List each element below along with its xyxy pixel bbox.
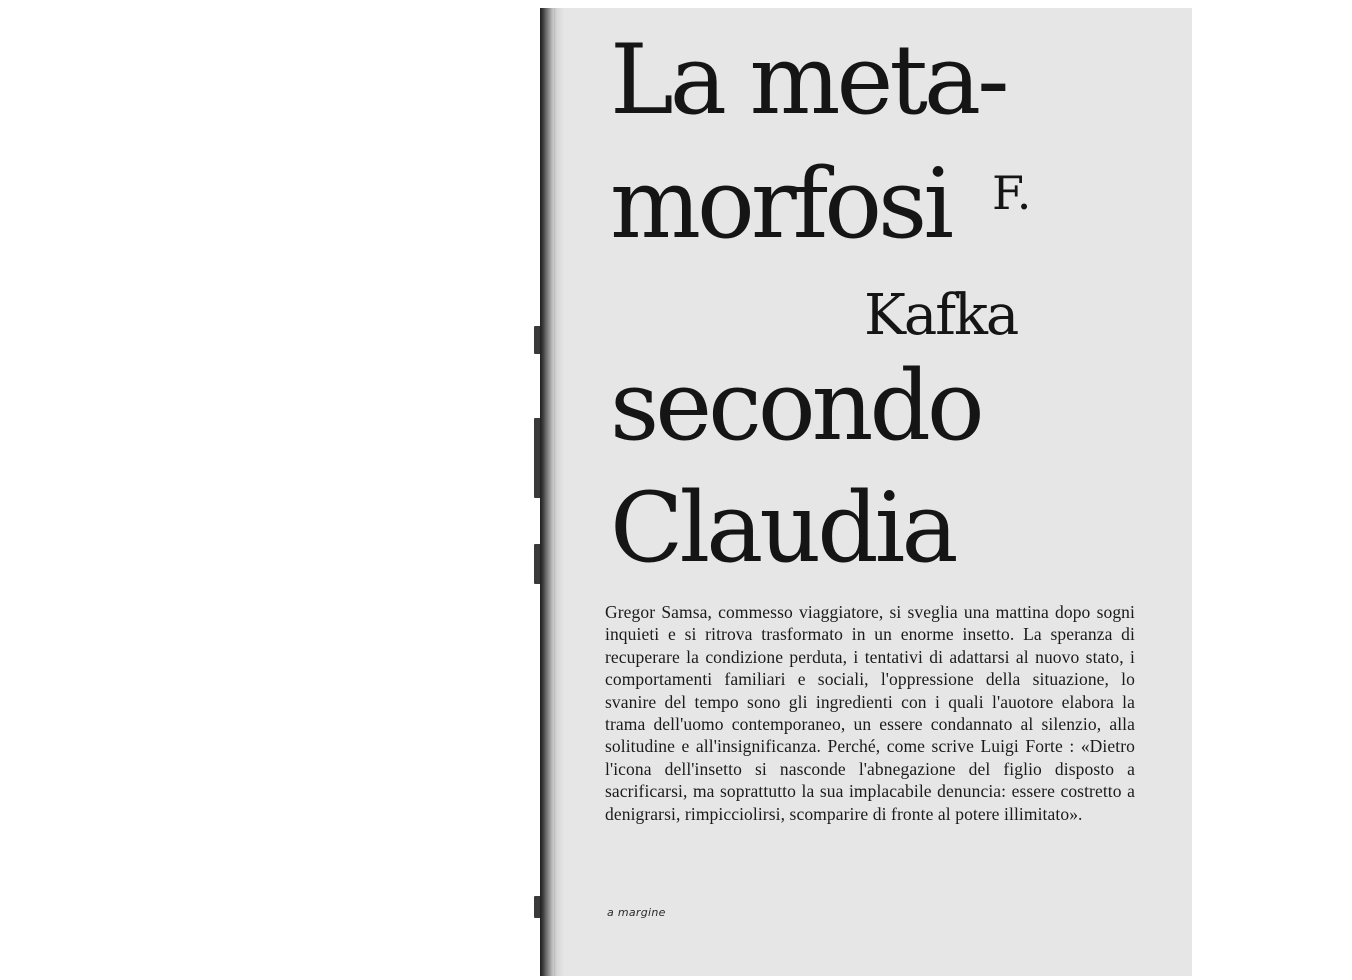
spine-detail (534, 544, 540, 584)
publisher-imprint: a margine (607, 906, 666, 919)
book-mockup (540, 8, 1192, 976)
title-line-4: Claudia (610, 472, 955, 584)
title-line-1: La meta- (610, 24, 1006, 136)
author-initial: F. (992, 166, 1032, 220)
author-surname: Kafka (864, 283, 1018, 348)
spine-detail (534, 326, 540, 354)
title-line-2: morfosi (610, 148, 951, 260)
book-cover (556, 8, 1192, 976)
spine-detail (534, 896, 540, 918)
cover-shadow (554, 8, 564, 976)
spine-detail (534, 418, 540, 498)
title-line-3: secondo (610, 350, 981, 462)
cover-blurb: Gregor Samsa, commesso viaggiatore, si sveglia una mattina dopo sogni inquieti e si ritrova trasformato in un enorme insetto. La speranza di recuperare la condizione perduta, i tentativi di adattarsi al nuovo stato, i comportamenti familiari e sociali, l'oppressione della situazione, lo svanire del tempo sono gli ingredienti con i quali l'auotore elabora la trama dell'uomo contemporaneo, un essere condannato al silenzio, alla solitudine e all'insignificanza. Perché, come scrive Luigi Forte : «Dietro l'icona dell'insetto si nasconde l'abnegazione del figlio disposto a sacrificarsi, ma soprattutto la sua implacabile denuncia: essere costretto a denigrarsi, rimpicciolirsi, scomparire di fronte al potere illimitato». (605, 602, 1135, 824)
